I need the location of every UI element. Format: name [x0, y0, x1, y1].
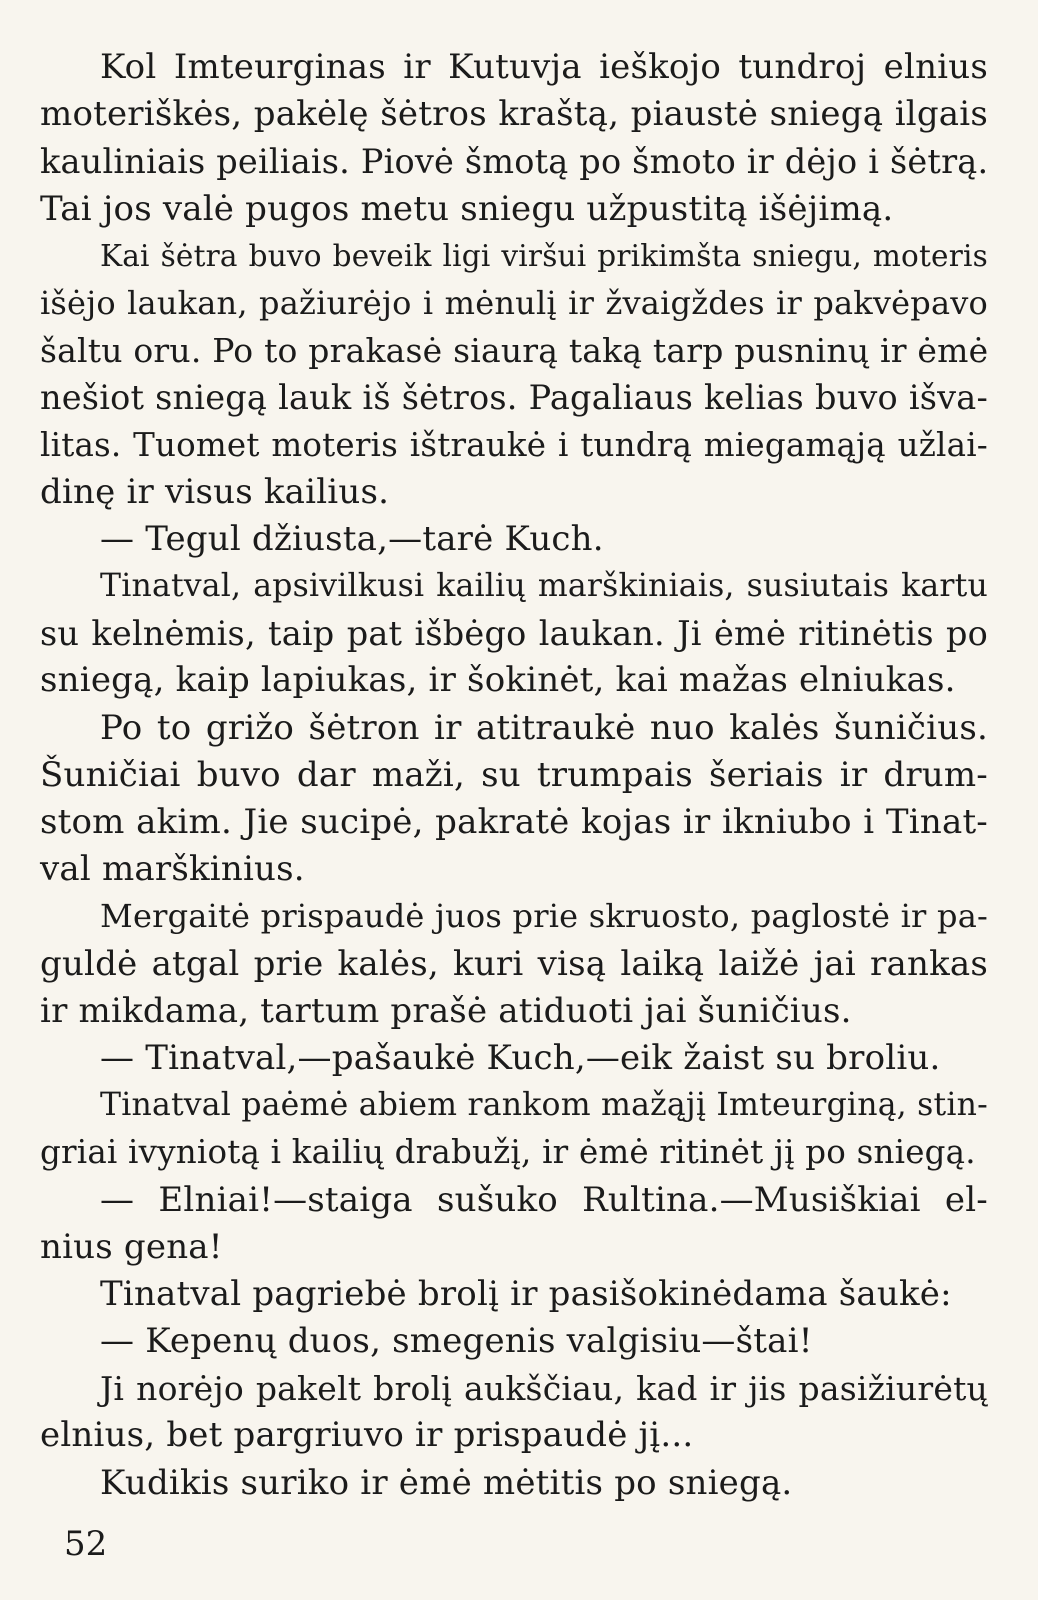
text-line: guldė atgal prie kalės, kuri visą laiką laižė jai rankas [40, 943, 988, 984]
text-line: Tai jos valė pugos metu sniegu užpustitą išėjimą. [40, 188, 894, 229]
text-line: — Elniai!—staiga sušuko Rultina.—Musiškiai el- [100, 1179, 988, 1220]
text-line: Kudikis suriko ir ėmė mėtitis po sniegą. [100, 1462, 793, 1503]
text-line: dinę ir visus kailius. [40, 471, 390, 512]
text-line: — Tinatval,—pašaukė Kuch,—eik žaist su broliu. [100, 1037, 941, 1078]
text-line: Kai šėtra buvo beveik ligi viršui prikimšta sniegu, moteris [100, 238, 988, 273]
body-text [40, 44, 988, 1507]
text-line: stom akim. Jie sucipė, pakratė kojas ir ikniubo i Tinat- [40, 802, 988, 842]
text-line: elnius, bet pargriuvo ir prispaudė jį... [40, 1415, 694, 1456]
text-line: šaltu oru. Po to prakasė siaurą taką tarp pusninų ir ėmė [40, 331, 989, 371]
text-line: — Kepenų duos, smegenis valgisiu—štai! [100, 1321, 813, 1362]
text-line: — Tegul džiusta,—tarė Kuch. [100, 518, 604, 559]
text-line: Tinatval paėmė abiem rankom mažąjį Imteurginą, stin- [100, 1087, 988, 1124]
text-line: Mergaitė prispaudė juos prie skruosto, paglostė ir pa- [100, 897, 988, 936]
text-line: nešiot sniegą lauk iš šėtros. Pagaliaus kelias buvo išva- [40, 378, 988, 418]
text-line: Tinatval pagriebė brolį ir pasišokinėdama šaukė: [100, 1273, 952, 1314]
text-line: moteriškės, pakėlę šėtros kraštą, piaustė sniegą ilgais [40, 94, 988, 135]
text-line: griai ivyniotą i kailių drabužį, ir ėmė ritinėt jį po sniegą. [40, 1133, 976, 1172]
text-line: ir mikdama, tartum prašė atiduoti jai šuničius. [40, 990, 852, 1031]
text-line: Ji norėjo pakelt brolį aukščiau, kad ir jis pasižiurėtų [100, 1369, 988, 1409]
text-line: val marškinius. [40, 849, 305, 890]
text-line: Kol Imteurginas ir Kutuvja ieškojo tundroj elnius [100, 47, 988, 87]
text-line: Tinatval, apsivilkusi kailių marškiniais, susiutais kartu [100, 568, 988, 605]
text-line: Šuničiai buvo dar maži, su trumpais šeriais ir drum- [40, 754, 988, 795]
text-line: su kelnėmis, taip pat išbėgo laukan. Ji ėmė ritinėtis po [40, 614, 988, 654]
text-line: litas. Tuomet moteris ištraukė i tundrą miegamąją užlai- [40, 425, 988, 464]
page-number: 52 [64, 1524, 108, 1564]
text-line: nius gena! [40, 1226, 223, 1267]
text-line: išėjo laukan, pažiurėjo i mėnulį ir žvaigždes ir pakvėpavo [40, 283, 988, 322]
text-line: sniegą, kaip lapiukas, ir šokinėt, kai mažas elniukas. [40, 660, 956, 701]
text-line: Po to grižo šėtron ir atitraukė nuo kalės šuničius. [100, 707, 988, 748]
text-line: kauliniais peiliais. Piovė šmotą po šmoto ir dėjo i šėtrą. [40, 142, 989, 182]
